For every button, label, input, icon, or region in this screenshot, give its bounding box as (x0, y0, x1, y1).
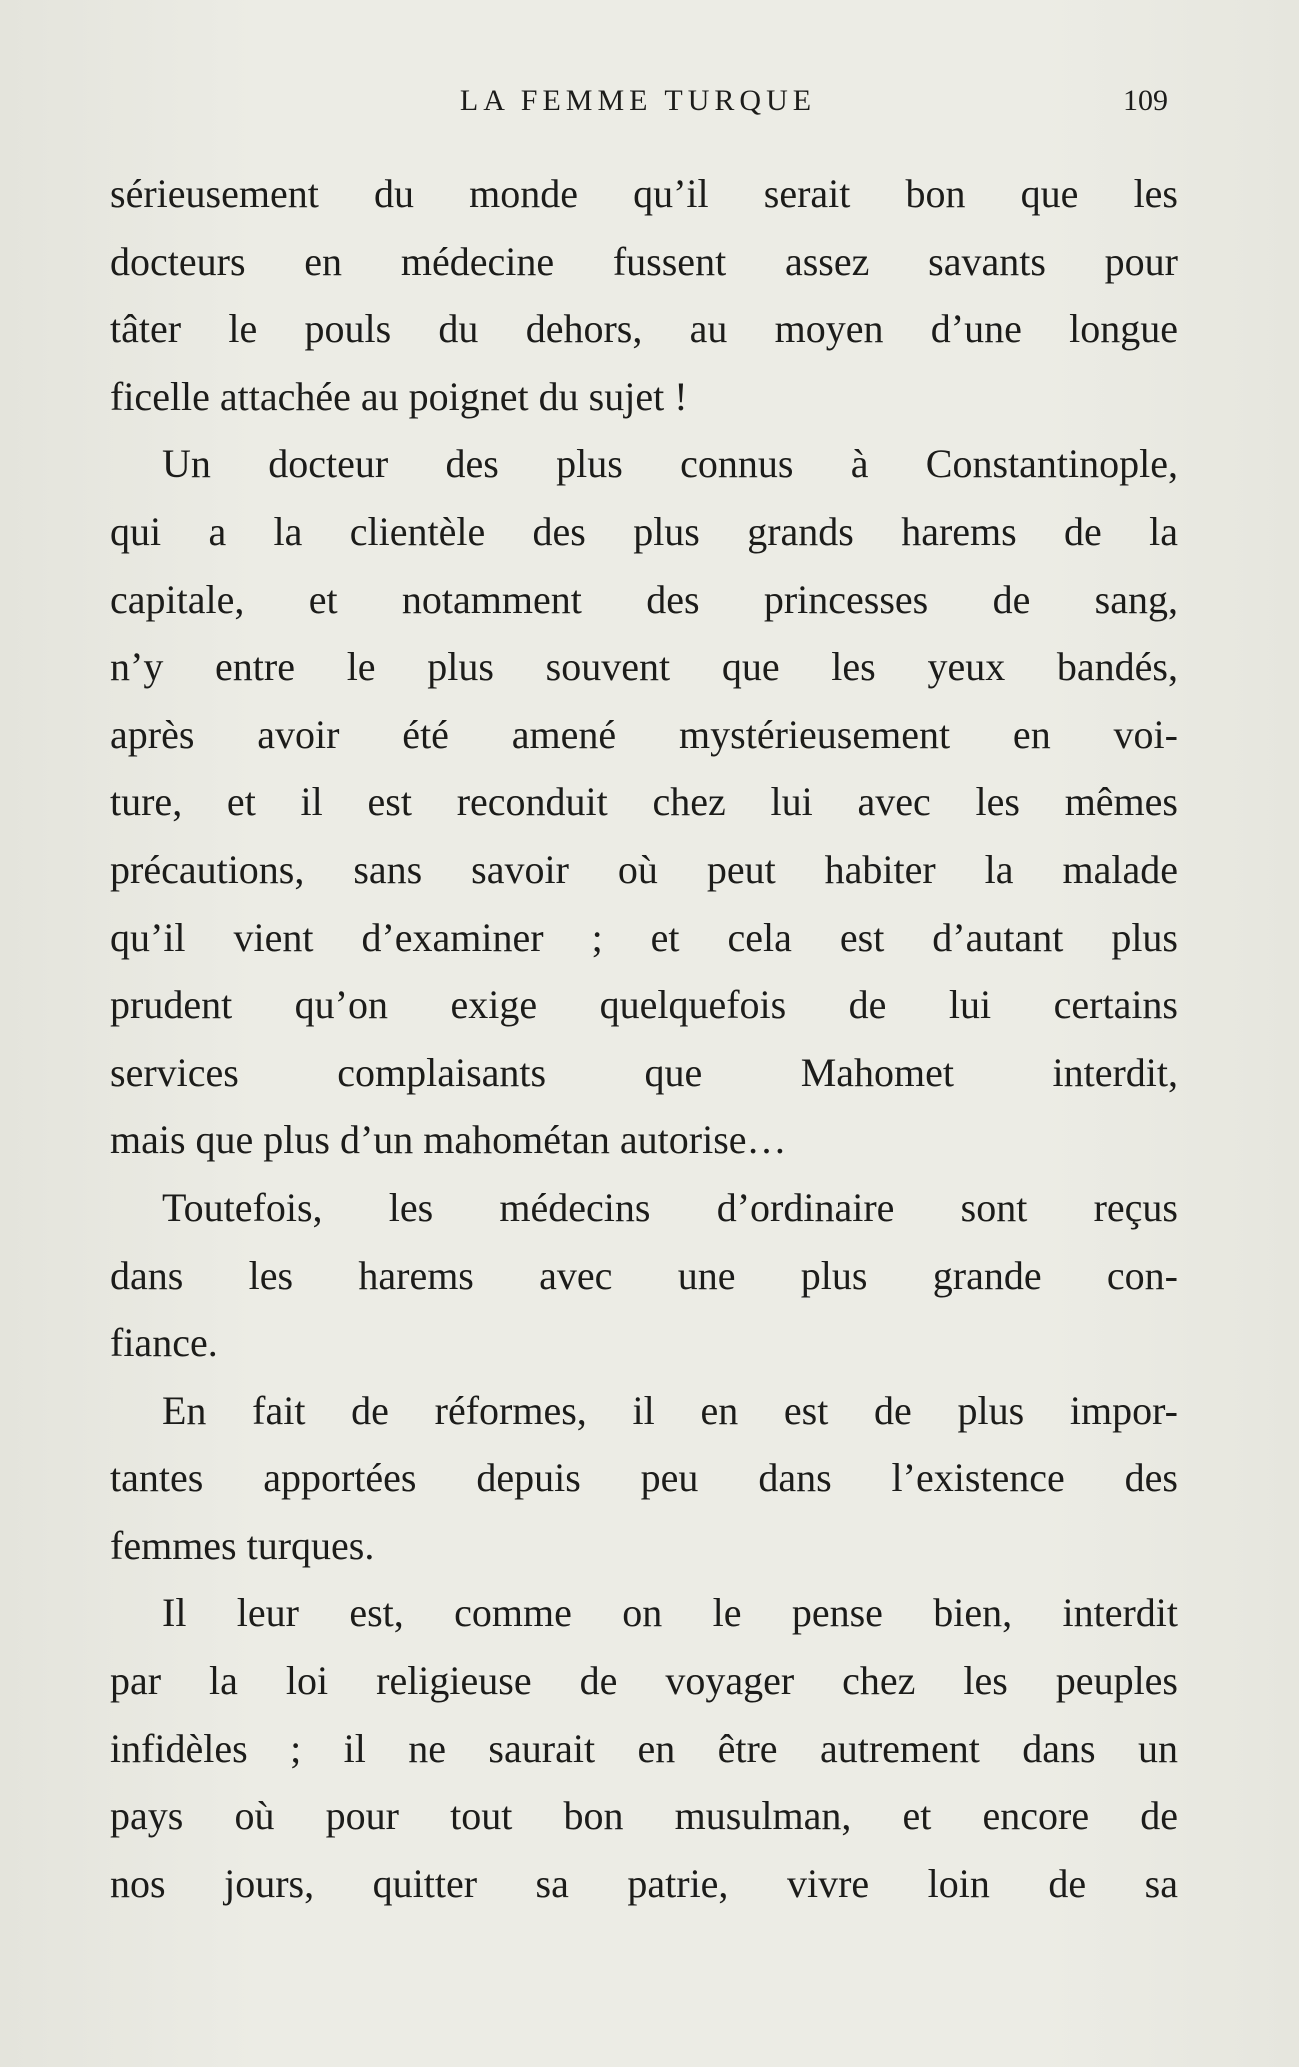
text-line-14: services complaisants que Mahomet interdit, (110, 1049, 1178, 1095)
text-line-15: mais que plus d’un mahométan autorise… (110, 1117, 787, 1163)
text-line-6: qui a la clientèle des plus grands harems de la (110, 508, 1178, 554)
text-line-19: En fait de réformes, il en est de plus impor- (162, 1387, 1178, 1433)
text-line-21: femmes turques. (110, 1522, 375, 1568)
body-text (110, 160, 1178, 1917)
text-line-25: pays où pour tout bon musulman, et encore de (110, 1793, 1178, 1839)
text-line-16: Toutefois, les médecins d’ordinaire sont reçus (162, 1184, 1178, 1230)
text-line-20: tantes apportées depuis peu dans l’existence des (110, 1455, 1178, 1501)
text-line-7: capitale, et notamment des princesses de sang, (110, 576, 1178, 622)
text-line-26: nos jours, quitter sa patrie, vivre loin de sa (110, 1860, 1178, 1906)
text-line-12: qu’il vient d’examiner ; et cela est d’autant plus (110, 914, 1178, 960)
text-line-4: ficelle attachée au poignet du sujet ! (110, 373, 688, 419)
text-line-8: n’y entre le plus souvent que les yeux bandés, (110, 644, 1178, 690)
text-line-10: ture, et il est reconduit chez lui avec les mêmes (110, 779, 1178, 825)
page-header (108, 84, 1168, 134)
text-line-22: Il leur est, comme on le pense bien, interdit (162, 1590, 1178, 1636)
text-line-2: docteurs en médecine fussent assez savants pour (110, 238, 1178, 284)
text-line-13: prudent qu’on exige quelquefois de lui certains (110, 982, 1178, 1028)
page-number: 109 (1123, 84, 1168, 117)
text-line-11: précautions, sans savoir où peut habiter la malade (110, 846, 1178, 892)
text-line-5: Un docteur des plus connus à Constantinople, (162, 441, 1178, 487)
text-line-1: sérieusement du monde qu’il serait bon que les (110, 171, 1178, 216)
text-line-18: fiance. (110, 1320, 218, 1366)
text-line-17: dans les harems avec une plus grande con- (110, 1252, 1178, 1298)
text-line-3: tâter le pouls du dehors, au moyen d’une longue (110, 306, 1178, 352)
running-title: LA FEMME TURQUE (459, 84, 817, 117)
text-line-24: infidèles ; il ne saurait en être autrement dans un (110, 1725, 1178, 1771)
text-line-23: par la loi religieuse de voyager chez les peuples (110, 1658, 1178, 1704)
text-line-9: après avoir été amené mystérieusement en voi- (110, 711, 1178, 757)
